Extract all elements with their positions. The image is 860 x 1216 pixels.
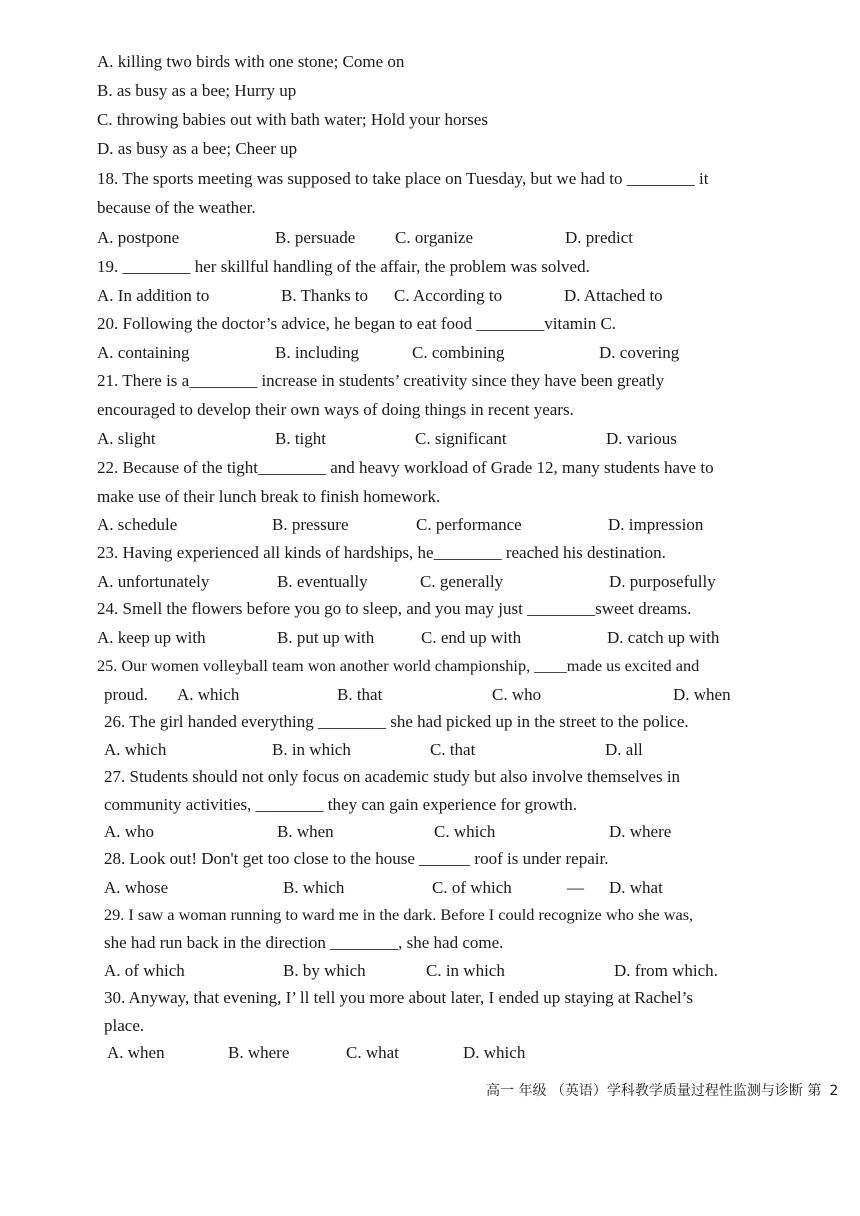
q19-option-b: B. Thanks to bbox=[281, 286, 369, 305]
q20-option-a: A. containing bbox=[97, 343, 190, 362]
q18-option-c: C. organize bbox=[395, 228, 474, 247]
q28-option-b: B. which bbox=[283, 878, 345, 897]
q23-option-a: A. unfortunately bbox=[97, 572, 210, 591]
q28-option-d: D. what bbox=[609, 878, 663, 897]
q24-option-b: B. put up with bbox=[277, 628, 375, 647]
q22-option-a: A. schedule bbox=[97, 515, 178, 534]
q28-stray-dash: — bbox=[567, 878, 584, 897]
q25-option-c: C. who bbox=[492, 685, 542, 704]
q17-option-d: D. as busy as a bee; Cheer up bbox=[97, 139, 298, 158]
q24-option-a: A. keep up with bbox=[97, 628, 206, 647]
q20-option-c: C. combining bbox=[412, 343, 505, 362]
q21-option-a: A. slight bbox=[97, 429, 156, 448]
q19-stem: 19. ________ her skillful handling of the affair, the problem was solved. bbox=[97, 257, 590, 276]
q26-option-a: A. which bbox=[104, 740, 167, 759]
q29-stem-line1: 29. I saw a woman running to ward me in the dark. Before I could recognize who she was, bbox=[104, 905, 694, 924]
q30-stem-line2: place. bbox=[104, 1016, 145, 1035]
q21-stem-line1: 21. There is a________ increase in students’ creativity since they have been greatly bbox=[97, 371, 665, 390]
q25-stem-end: proud. bbox=[104, 685, 148, 704]
q18-stem-line2: because of the weather. bbox=[97, 198, 256, 217]
q17-option-b: B. as busy as a bee; Hurry up bbox=[97, 81, 297, 100]
q27-option-a: A. who bbox=[104, 822, 155, 841]
q27-option-d: D. where bbox=[609, 822, 672, 841]
q29-option-a: A. of which bbox=[104, 961, 185, 980]
footer-title: 高一 年级 （英语）学科教学质量过程性监测与诊断 第 bbox=[486, 1083, 822, 1099]
q29-option-b: B. by which bbox=[283, 961, 366, 980]
q20-stem: 20. Following the doctor’s advice, he began to eat food ________vitamin C. bbox=[97, 314, 617, 333]
q22-option-c: C. performance bbox=[416, 515, 522, 534]
q23-option-b: B. eventually bbox=[277, 572, 368, 591]
q30-stem-line1: 30. Anyway, that evening, I’ ll tell you more about later, I ended up staying at Rachel’s bbox=[104, 988, 693, 1007]
q26-stem: 26. The girl handed everything ________ she had picked up in the street to the police. bbox=[104, 712, 689, 731]
q23-option-d: D. purposefully bbox=[609, 572, 716, 591]
page-footer bbox=[486, 1080, 838, 1100]
q17-option-c: C. throwing babies out with bath water; Hold your horses bbox=[97, 110, 488, 129]
q29-option-d: D. from which. bbox=[614, 961, 718, 980]
q22-stem-line1: 22. Because of the tight________ and heavy workload of Grade 12, many students have to bbox=[97, 458, 714, 477]
q30-option-d: D. which bbox=[463, 1043, 526, 1062]
q27-stem-line2: community activities, ________ they can gain experience for growth. bbox=[104, 795, 578, 814]
q22-option-d: D. impression bbox=[608, 515, 704, 534]
q19-option-c: C. According to bbox=[394, 286, 503, 305]
q23-stem: 23. Having experienced all kinds of hardships, he________ reached his destination. bbox=[97, 543, 666, 562]
q26-option-c: C. that bbox=[430, 740, 476, 759]
q25-stem: 25. Our women volleyball team won another world championship, ____made us excited and bbox=[97, 656, 700, 675]
q30-option-c: C. what bbox=[346, 1043, 399, 1062]
q17-option-a: A. killing two birds with one stone; Come on bbox=[97, 52, 405, 71]
q21-stem-line2: encouraged to develop their own ways of doing things in recent years. bbox=[97, 400, 574, 419]
q26-option-b: B. in which bbox=[272, 740, 351, 759]
q18-stem-line1: 18. The sports meeting was supposed to take place on Tuesday, but we had to ________ it bbox=[97, 169, 709, 188]
page-number: 2 bbox=[829, 1083, 839, 1099]
q19-option-a: A. In addition to bbox=[97, 286, 210, 305]
q28-option-a: A. whose bbox=[104, 878, 169, 897]
q19-option-d: D. Attached to bbox=[564, 286, 663, 305]
q26-option-d: D. all bbox=[605, 740, 643, 759]
q30-option-b: B. where bbox=[228, 1043, 290, 1062]
q20-option-b: B. including bbox=[275, 343, 360, 362]
q25-option-a: A. which bbox=[177, 685, 240, 704]
q21-option-d: D. various bbox=[606, 429, 677, 448]
q25-option-d: D. when bbox=[673, 685, 731, 704]
q27-option-c: C. which bbox=[434, 822, 496, 841]
q27-option-b: B. when bbox=[277, 822, 334, 841]
q25-option-b: B. that bbox=[337, 685, 383, 704]
q29-option-c: C. in which bbox=[426, 961, 505, 980]
q24-option-c: C. end up with bbox=[421, 628, 522, 647]
q30-option-a: A. when bbox=[107, 1043, 165, 1062]
q27-stem-line1: 27. Students should not only focus on academic study but also involve themselves in bbox=[104, 767, 681, 786]
q28-stem: 28. Look out! Don't get too close to the house ______ roof is under repair. bbox=[104, 849, 609, 868]
q18-option-d: D. predict bbox=[565, 228, 633, 247]
q29-stem-line2: she had run back in the direction ________, she had come. bbox=[104, 933, 504, 952]
q20-option-d: D. covering bbox=[599, 343, 680, 362]
q22-stem-line2: make use of their lunch break to finish homework. bbox=[97, 487, 441, 506]
q18-option-b: B. persuade bbox=[275, 228, 356, 247]
q22-option-b: B. pressure bbox=[272, 515, 349, 534]
q21-option-b: B. tight bbox=[275, 429, 327, 448]
q24-option-d: D. catch up with bbox=[607, 628, 720, 647]
q23-option-c: C. generally bbox=[420, 572, 504, 591]
q28-option-c: C. of which bbox=[432, 878, 512, 897]
q24-stem: 24. Smell the flowers before you go to sleep, and you may just ________sweet dreams. bbox=[97, 599, 692, 618]
q18-option-a: A. postpone bbox=[97, 228, 180, 247]
q21-option-c: C. significant bbox=[415, 429, 507, 448]
